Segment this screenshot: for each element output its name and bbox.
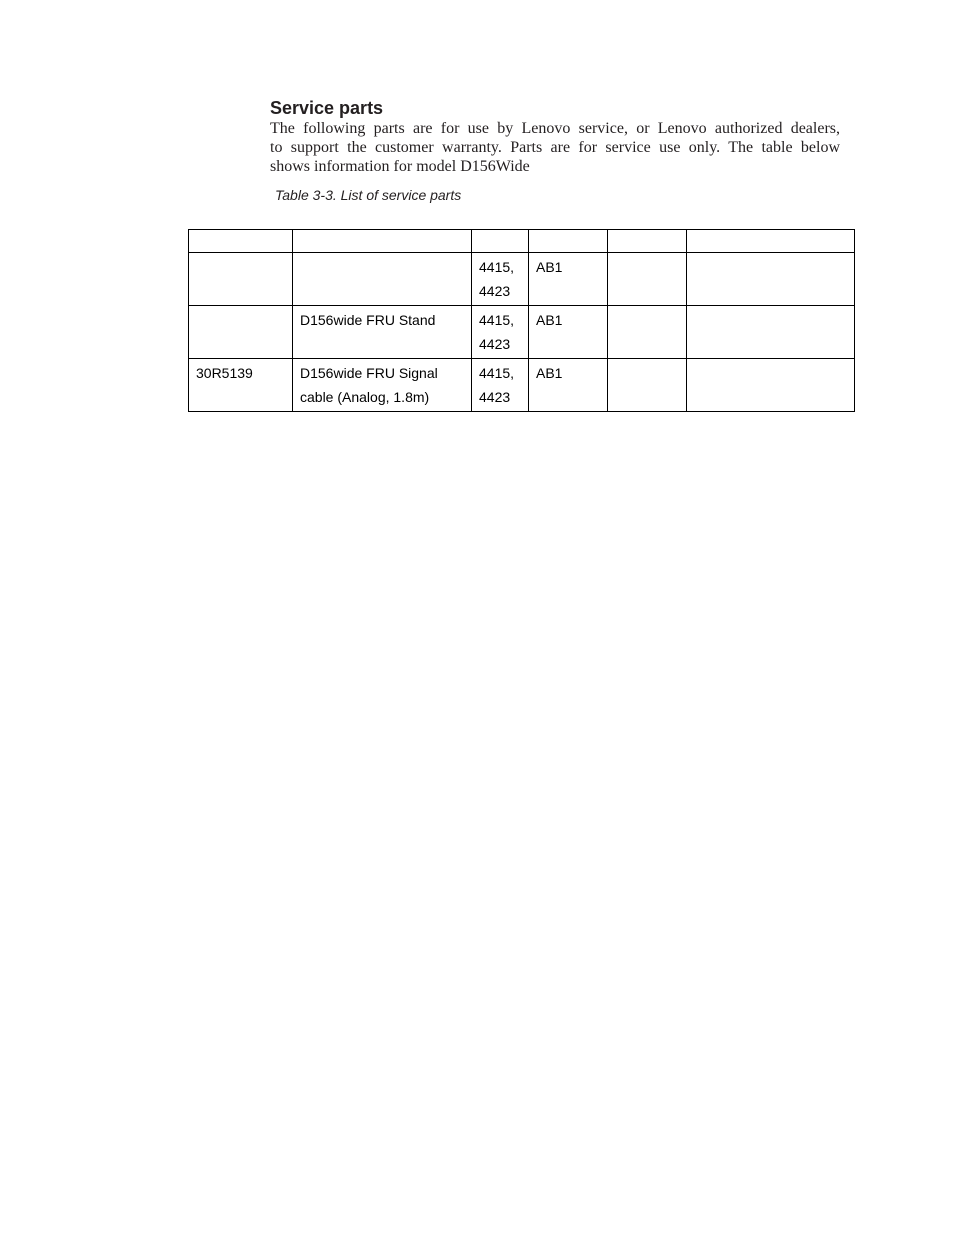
table-caption: Table 3-3. List of service parts (275, 187, 462, 203)
fru-cell (189, 253, 293, 306)
machine-type-line: 4415, (479, 312, 515, 328)
machine-type-line: 4415, (479, 259, 515, 275)
machine-type-cell (472, 306, 529, 359)
fru-cell: 30R5139 (189, 359, 293, 412)
empty-cell (687, 306, 855, 359)
header-cell (529, 230, 608, 253)
intro-line: to support the customer warranty. Parts are for service use only. The table below (270, 139, 840, 156)
header-cell (687, 230, 855, 253)
machine-type-line: 4423 (479, 336, 511, 352)
description-cell: D156wide FRU Stand (293, 306, 472, 359)
empty-cell (608, 359, 687, 412)
description-cell (293, 253, 472, 306)
header-cell (189, 230, 293, 253)
machine-type-cell (472, 359, 529, 412)
service-parts-table (188, 229, 855, 412)
intro-paragraph (270, 119, 840, 176)
intro-line: shows information for model D156Wide (270, 158, 530, 175)
empty-cell (608, 253, 687, 306)
description-cell: D156wide FRU Signal cable (Analog, 1.8m) (293, 359, 472, 412)
model-cell: AB1 (529, 253, 608, 306)
machine-type-line: 4423 (479, 283, 511, 299)
header-cell (293, 230, 472, 253)
section-title: Service parts (270, 98, 384, 118)
table-row (189, 253, 855, 306)
machine-type-line: 4423 (479, 389, 511, 405)
empty-cell (687, 253, 855, 306)
model-cell: AB1 (529, 359, 608, 412)
header-cell (472, 230, 529, 253)
intro-line: The following parts are for use by Lenovo service, or Lenovo authorized dealers, (270, 120, 840, 137)
empty-cell (608, 306, 687, 359)
model-cell: AB1 (529, 306, 608, 359)
header-cell (608, 230, 687, 253)
fru-cell (189, 306, 293, 359)
table-row (189, 359, 855, 412)
empty-cell (687, 359, 855, 412)
machine-type-line: 4415, (479, 365, 515, 381)
table-header-row (189, 230, 855, 253)
table-row (189, 306, 855, 359)
machine-type-cell (472, 253, 529, 306)
